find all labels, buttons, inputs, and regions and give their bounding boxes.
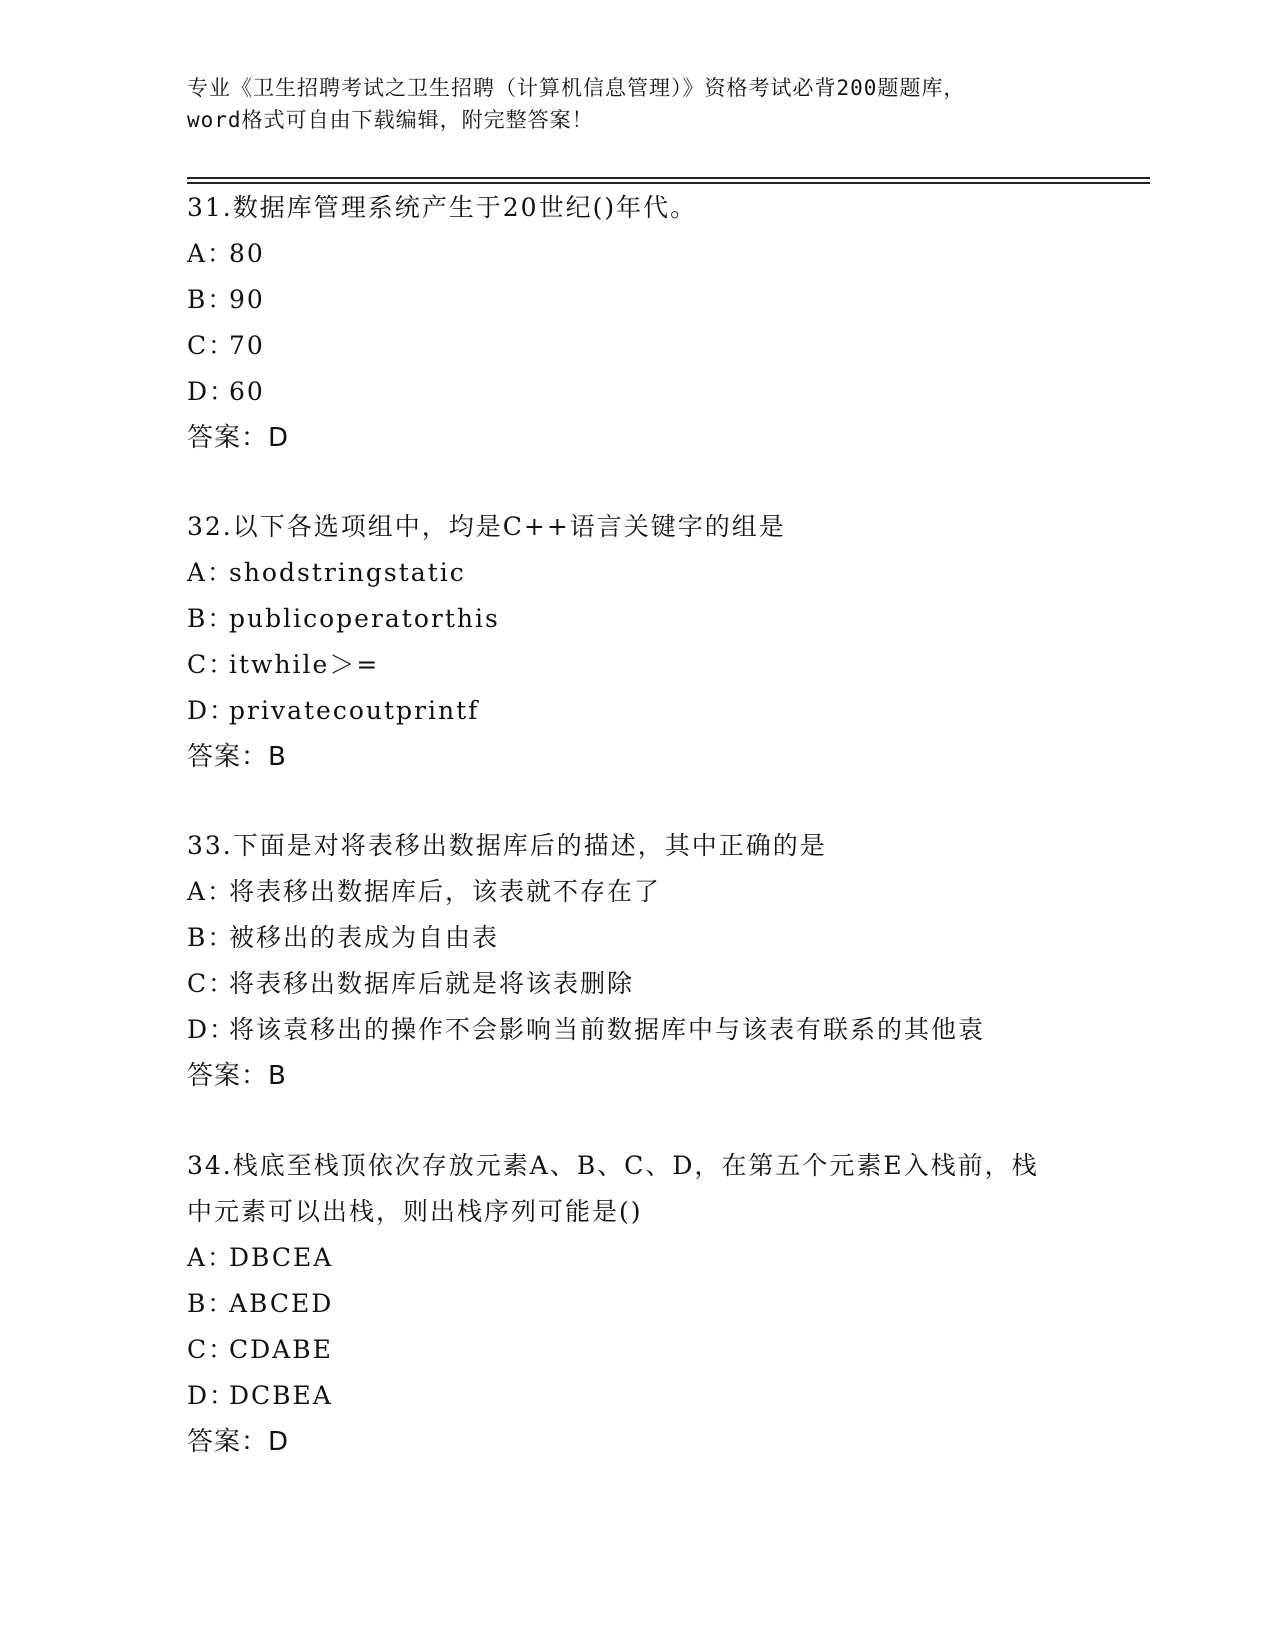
option-b — [187, 596, 1087, 642]
option-c — [187, 642, 1087, 688]
document-header — [187, 72, 1087, 136]
option-text: privatecoutprintf — [229, 696, 480, 725]
option-text: 被移出的表成为自由表 — [229, 923, 500, 952]
question-stem-line-2: 中元素可以出栈，则出栈序列可能是() — [187, 1197, 643, 1226]
option-text: 60 — [229, 377, 265, 406]
option-text: shodstringstatic — [229, 558, 466, 587]
option-key: B： — [187, 604, 235, 633]
option-key: A： — [187, 1243, 235, 1272]
question-stem: 33.下面是对将表移出数据库后的描述，其中正确的是 — [187, 831, 827, 860]
option-text: CDABE — [229, 1335, 333, 1364]
option-text: ABCED — [229, 1289, 334, 1318]
option-key: C： — [187, 1335, 236, 1364]
option-text: 将该袁移出的操作不会影响当前数据库中与该表有联系的其他袁 — [229, 1015, 986, 1044]
option-d — [187, 369, 1087, 415]
option-key: B： — [187, 923, 235, 952]
option-d — [187, 688, 1087, 734]
option-key: C： — [187, 650, 236, 679]
option-key: A： — [187, 239, 235, 268]
option-b — [187, 915, 1087, 961]
answer: 答案：D — [187, 423, 290, 453]
option-c — [187, 961, 1087, 1007]
option-a — [187, 869, 1087, 915]
option-text: 将表移出数据库后就是将该表删除 — [229, 969, 635, 998]
option-b — [187, 1281, 1087, 1327]
option-text: 90 — [229, 285, 265, 314]
question-34 — [187, 1143, 1087, 1465]
option-key: D： — [187, 1381, 237, 1410]
option-a — [187, 550, 1087, 596]
answer: 答案：B — [187, 742, 287, 772]
option-a — [187, 231, 1087, 277]
option-text: 70 — [229, 331, 265, 360]
question-31 — [187, 185, 1087, 461]
option-text: DCBEA — [229, 1381, 333, 1410]
question-stem-line-1: 34.栈底至栈顶依次存放元素A、B、C、D，在第五个元素E入栈前，栈 — [187, 1151, 1039, 1180]
question-stem: 32.以下各选项组中，均是C++语言关键字的组是 — [187, 512, 786, 541]
option-text: 将表移出数据库后，该表就不存在了 — [229, 877, 662, 906]
option-text: publicoperatorthis — [229, 604, 500, 633]
option-key: D： — [187, 1015, 237, 1044]
question-33 — [187, 823, 1087, 1099]
option-c — [187, 1327, 1087, 1373]
option-key: D： — [187, 696, 237, 725]
option-text: 80 — [229, 239, 265, 268]
option-text: itwhile＞= — [229, 650, 380, 679]
question-32 — [187, 504, 1087, 780]
answer: 答案：D — [187, 1427, 290, 1457]
header-rule-top — [187, 177, 1150, 179]
option-text: DBCEA — [229, 1243, 334, 1272]
answer: 答案：B — [187, 1061, 287, 1091]
header-line-2: word格式可自由下载编辑，附完整答案！ — [187, 108, 594, 132]
option-key: B： — [187, 1289, 235, 1318]
option-key: C： — [187, 331, 236, 360]
question-stem: 31.数据库管理系统产生于20世纪()年代。 — [187, 193, 698, 222]
option-key: B： — [187, 285, 235, 314]
option-d — [187, 1007, 1087, 1053]
option-a — [187, 1235, 1087, 1281]
header-rule-bottom — [187, 182, 1150, 184]
option-key: C： — [187, 969, 236, 998]
option-c — [187, 323, 1087, 369]
option-key: A： — [187, 877, 235, 906]
option-key: A： — [187, 558, 235, 587]
option-b — [187, 277, 1087, 323]
option-d — [187, 1373, 1087, 1419]
option-key: D： — [187, 377, 237, 406]
header-line-1: 专业《卫生招聘考试之卫生招聘（计算机信息管理）》资格考试必背200题题库， — [187, 76, 966, 100]
